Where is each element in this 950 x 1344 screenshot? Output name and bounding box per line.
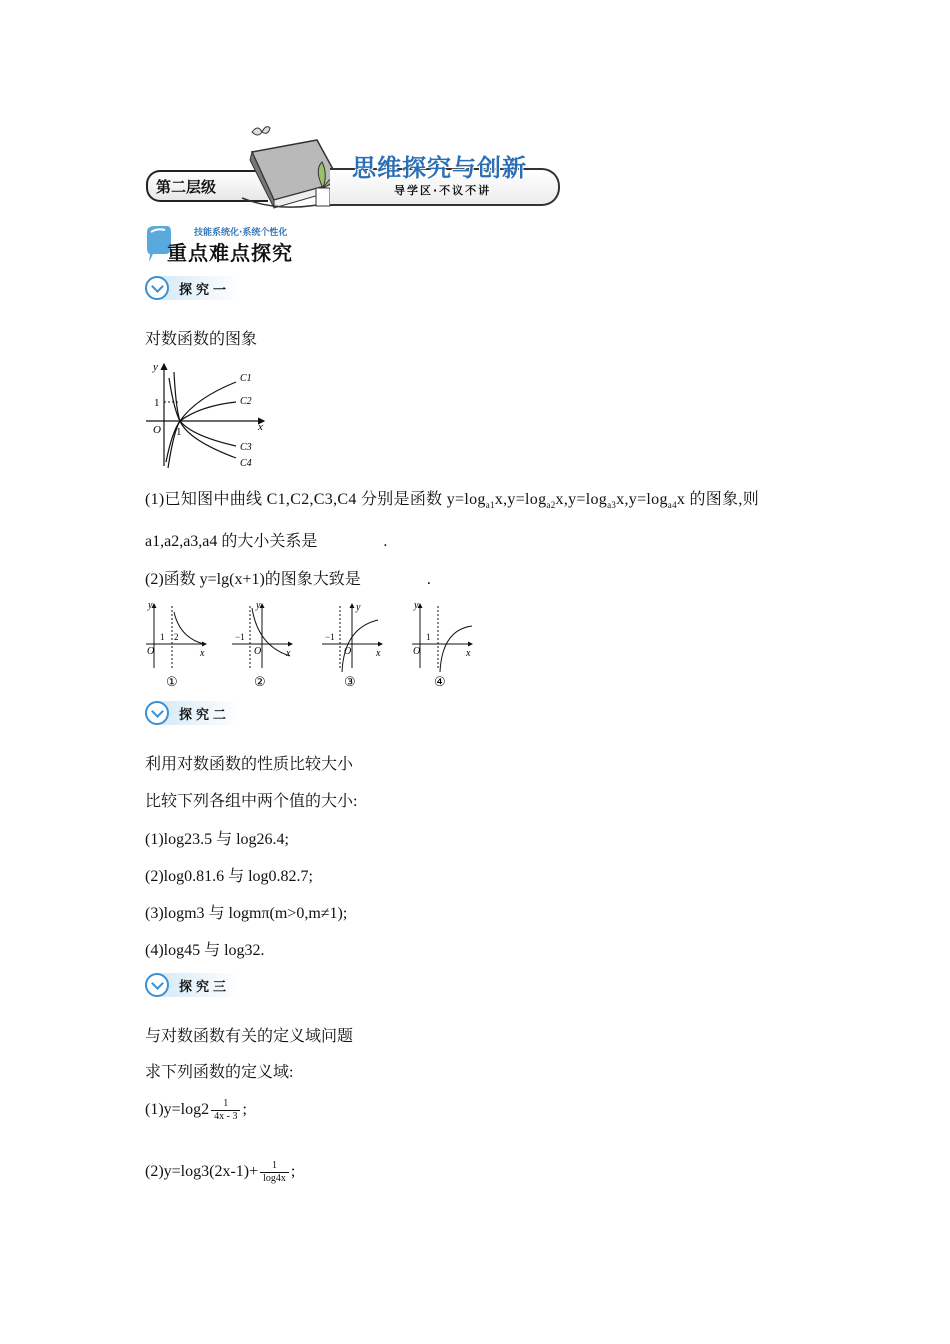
svg-text:O: O [254, 646, 262, 657]
svg-text:1: 1 [426, 632, 431, 642]
banner-subtitle: 导学区·不议不讲 [394, 184, 492, 197]
section-tagline: 技能系统化·系统个性化 [194, 228, 288, 238]
svg-text:1: 1 [160, 632, 165, 642]
compare-item-1: (1)log23.5 与 log26.4; [145, 831, 289, 848]
explore-one-heading: 对数函数的图象 [145, 331, 258, 348]
explore-three-badge [145, 973, 241, 999]
svg-text:x: x [286, 648, 291, 659]
option-graphs [144, 598, 480, 690]
svg-text:y: y [148, 600, 153, 611]
banner-title: 思维探究与创新 [352, 154, 527, 182]
explore-two-badge [145, 701, 241, 727]
compare-item-3: (3)logm3 与 logmπ(m>0,m≠1); [145, 905, 348, 922]
svg-text:O: O [413, 646, 421, 657]
origin-label: O [153, 424, 161, 436]
option-2-label: ② [254, 674, 266, 689]
explore-three-label: 探究三 [179, 980, 231, 995]
log-curves-graph [144, 358, 270, 472]
curve-label-c4: C4 [240, 458, 252, 469]
curve-label-c2: C2 [240, 396, 252, 407]
domain-function-2: (2)y=log3(2x-1)+ $\frac{1}{\log 4x}$ ; [145, 1160, 296, 1184]
curve-label-c3: C3 [240, 442, 252, 453]
level-label: 第二层级 [156, 178, 217, 196]
svg-text:−1: −1 [235, 632, 245, 642]
explore-three-intro: 求下列函数的定义域: [145, 1064, 294, 1081]
svg-text:x: x [200, 648, 205, 659]
explore-three-heading: 与对数函数有关的定义域问题 [145, 1028, 354, 1045]
option-3-label: ③ [344, 674, 356, 689]
compare-item-2: (2)log0.81.6 与 log0.82.7; [145, 868, 313, 885]
question-1: (1)已知图中曲线 C1,C2,C3,C4 分别是函数 $y=\log_{a1}x,y=\log_{a2}x,y=\log_{a3}x,y=\log_{a4}x$ 的图象,则 [145, 491, 759, 511]
svg-text:y: y [414, 600, 419, 611]
section-title: 重点难点探究 [167, 241, 293, 265]
compare-item-4: (4)log45 与 log32. [145, 942, 265, 959]
svg-text:x: x [376, 648, 381, 659]
svg-text:x: x [466, 648, 471, 659]
svg-text:O: O [147, 646, 155, 657]
option-1-label: ① [166, 674, 178, 689]
option-4-label: ④ [434, 674, 446, 689]
question-2: (2)函数 y=lg(x+1)的图象大致是 . [145, 571, 431, 588]
y-axis-label: y [153, 361, 158, 373]
x-axis-label: x [258, 421, 263, 433]
svg-text:y: y [256, 600, 261, 611]
explore-one-badge [145, 276, 241, 302]
chevron-down-icon [145, 701, 169, 725]
explore-one-label: 探究一 [179, 283, 231, 298]
svg-text:O: O [344, 646, 352, 657]
question-1-line-2: a1,a2,a3,a4 的大小关系是 . [145, 533, 388, 550]
chevron-down-icon [145, 276, 169, 300]
svg-text:y: y [356, 602, 361, 613]
explore-two-label: 探究二 [179, 708, 231, 723]
x-one-label: 1 [176, 426, 182, 438]
explore-two-intro: 比较下列各组中两个值的大小: [145, 793, 358, 810]
y-one-label: 1 [154, 397, 160, 409]
chevron-down-icon [145, 973, 169, 997]
explore-two-heading: 利用对数函数的性质比较大小 [145, 756, 354, 773]
svg-text:2: 2 [174, 632, 179, 642]
domain-function-1: (1)y=log2 $\frac{1}{4x - 3}$ ; [145, 1098, 247, 1122]
svg-text:−1: −1 [325, 632, 335, 642]
curve-label-c1: C1 [240, 373, 252, 384]
